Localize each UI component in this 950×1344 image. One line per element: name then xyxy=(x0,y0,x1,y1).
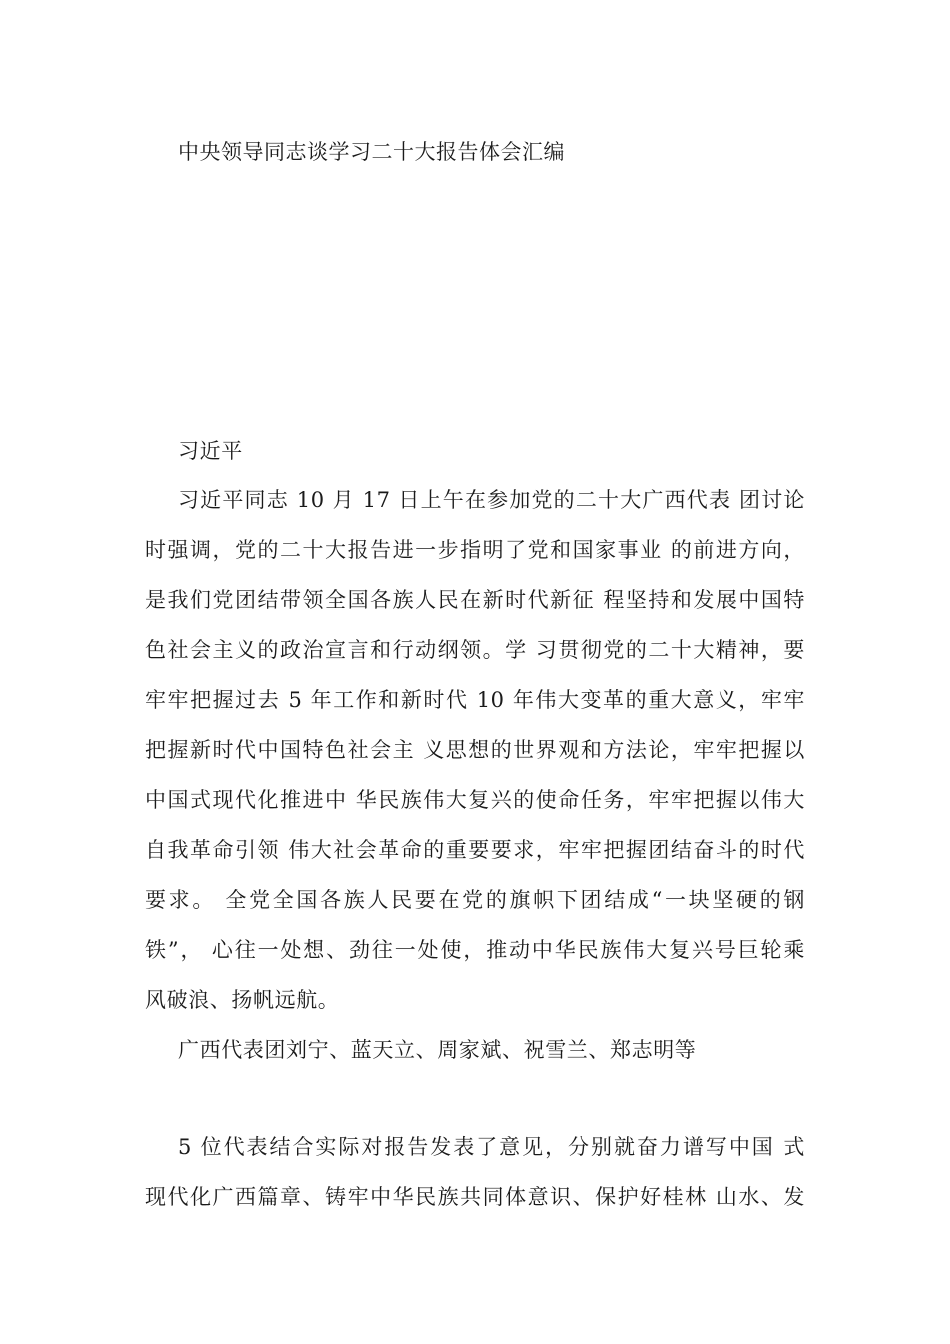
paragraph-line: 中国式现代化推进中 华民族伟大复兴的使命任务，牢牢把握以伟大 xyxy=(145,788,805,812)
paragraph-line: 时强调，党的二十大报告进一步指明了党和国家事业 的前进方向， xyxy=(145,538,805,562)
paragraph-line: 风破浪、扬帆远航。 xyxy=(145,988,340,1012)
paragraph-line: 5 位代表结合实际对报告发表了意见，分别就奋力谱写中国 式 xyxy=(178,1135,805,1159)
section-name: 习近平 xyxy=(178,439,243,463)
paragraph-line: 牢牢把握过去 5 年工作和新时代 10 年伟大变革的重大意义，牢牢 xyxy=(145,688,805,712)
paragraph-line: 现代化广西篇章、铸牢中华民族共同体意识、保护好桂林 山水、发 xyxy=(145,1185,805,1209)
delegation-line: 广西代表团刘宁、蓝天立、周家斌、祝雪兰、郑志明等 xyxy=(178,1038,697,1062)
paragraph-line: 自我革命引领 伟大社会革命的重要要求，牢牢把握团结奋斗的时代 xyxy=(145,838,805,862)
paragraph-line: 铁”， 心往一处想、劲往一处使，推动中华民族伟大复兴号巨轮乘 xyxy=(145,938,805,962)
paragraph-line: 把握新时代中国特色社会主 义思想的世界观和方法论，牢牢把握以 xyxy=(145,738,805,762)
paragraph-line: 习近平同志 10 月 17 日上午在参加党的二十大广西代表 团讨论 xyxy=(178,488,805,512)
document-title: 中央领导同志谈学习二十大报告体会汇编 xyxy=(178,140,565,164)
paragraph-line: 要求。 全党全国各族人民要在党的旗帜下团结成“一块坚硬的钢 xyxy=(145,888,805,912)
paragraph-line: 是我们党团结带领全国各族人民在新时代新征 程坚持和发展中国特 xyxy=(145,588,805,612)
paragraph-line: 色社会主义的政治宣言和行动纲领。学 习贯彻党的二十大精神，要 xyxy=(145,638,805,662)
